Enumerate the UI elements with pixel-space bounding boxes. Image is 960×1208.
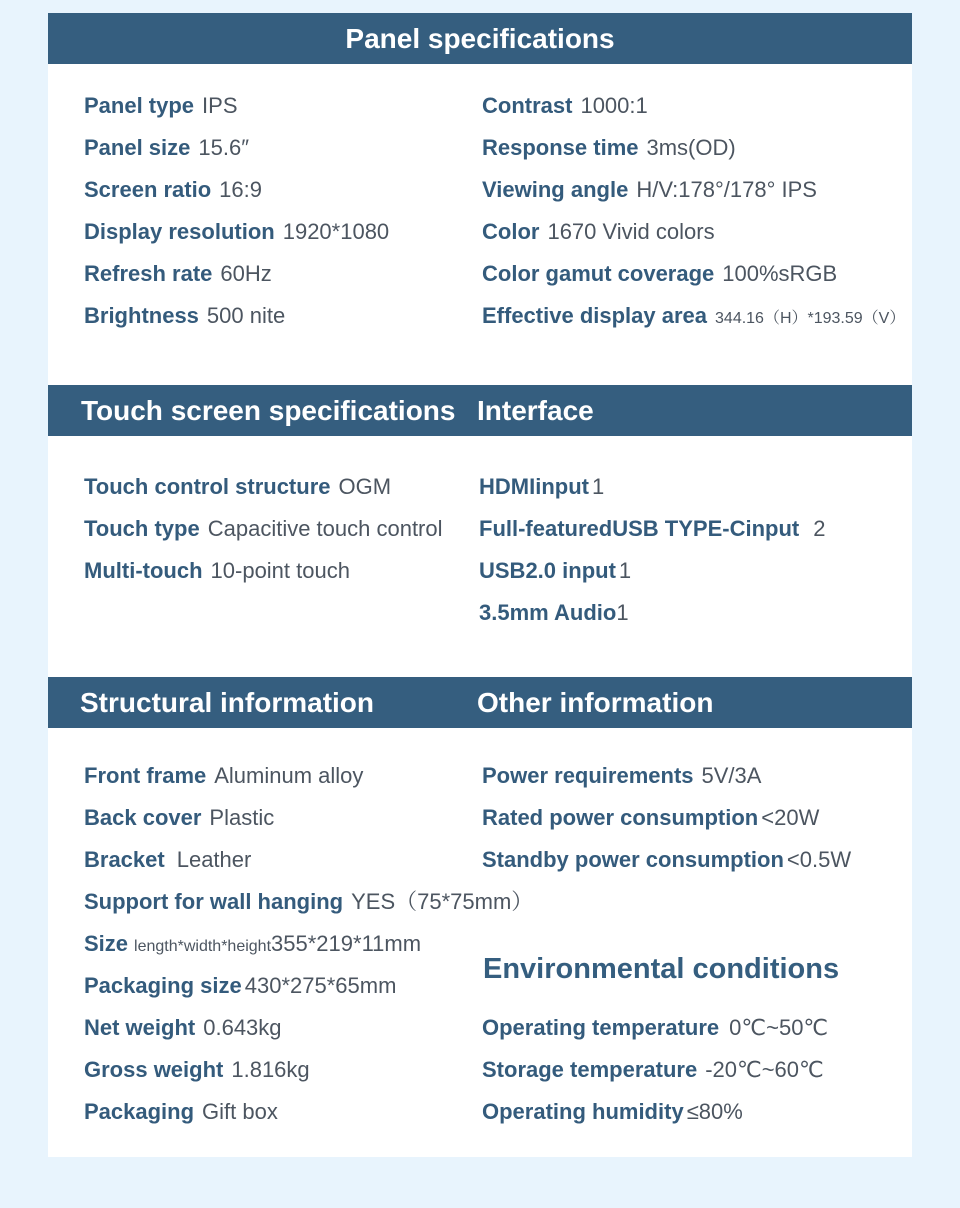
- spec-row: [84, 1055, 310, 1085]
- spec-value: 15.6″: [198, 135, 249, 160]
- spec-row: [482, 91, 648, 121]
- spec-row: [482, 1055, 824, 1085]
- spec-value: Leather: [176, 847, 252, 872]
- panel-specs-title: Panel specifications: [345, 23, 615, 54]
- spec-row: [84, 1013, 282, 1043]
- spec-row: [84, 971, 396, 1001]
- spec-label: Power requirements: [482, 763, 694, 788]
- spec-label: Rated power consumption: [482, 805, 759, 830]
- spec-row: [482, 259, 837, 289]
- spec-value: 16:9: [219, 177, 262, 202]
- interface-title: Interface: [477, 395, 594, 426]
- spec-row: [482, 1013, 828, 1043]
- spec-value: 1: [591, 474, 605, 499]
- spec-value: 430*275*65mm: [244, 973, 397, 998]
- spec-value: 2: [813, 516, 826, 541]
- other-info-title: Other information: [477, 687, 714, 718]
- spec-label: Net weight: [84, 1015, 196, 1040]
- spec-label: Brightness: [84, 303, 199, 328]
- spec-label: Operating temperature: [482, 1015, 720, 1040]
- spec-label: Screen ratio: [84, 177, 212, 202]
- spec-value: 0℃~50℃: [729, 1015, 829, 1040]
- spec-label: Color: [482, 219, 540, 244]
- spec-value: 1000:1: [580, 93, 648, 118]
- spec-value: 344.16（H）*193.59（V）: [715, 310, 906, 327]
- spec-label: USB2.0 input: [479, 558, 616, 583]
- spec-label: Panel type: [84, 93, 195, 118]
- spec-value: IPS: [202, 93, 238, 118]
- spec-value: <0.5W: [786, 847, 852, 872]
- spec-value: <20W: [761, 805, 820, 830]
- spec-label: Response time: [482, 135, 639, 160]
- spec-row: [482, 133, 736, 163]
- spec-label: Contrast: [482, 93, 573, 118]
- spec-value: 355*219*11mm: [271, 931, 422, 956]
- spec-label: Gross weight: [84, 1057, 224, 1082]
- spec-row: [84, 929, 421, 962]
- spec-value: -20℃~60℃: [705, 1057, 824, 1082]
- spec-value: Aluminum alloy: [214, 763, 364, 788]
- spec-label: Support for wall hanging: [84, 889, 344, 914]
- spec-label: Bracket: [84, 847, 165, 872]
- spec-value: 10-point touch: [210, 558, 350, 583]
- spec-row: [84, 761, 363, 791]
- spec-value: 5V/3A: [701, 763, 762, 788]
- spec-row: [84, 91, 238, 121]
- spec-value: 1920*1080: [282, 219, 390, 244]
- touch-interface-header: [48, 385, 912, 436]
- spec-value: Gift box: [202, 1099, 278, 1124]
- structural-title: Structural information: [80, 687, 375, 718]
- spec-row: [84, 556, 350, 586]
- spec-row: [482, 845, 851, 875]
- spec-value: 0.643kg: [203, 1015, 282, 1040]
- spec-value: 500 nite: [206, 303, 286, 328]
- spec-value: 1: [616, 600, 629, 625]
- environment-title: Environmental conditions: [483, 953, 840, 985]
- spec-label: Packaging: [84, 1099, 195, 1124]
- spec-label: Operating humidity: [482, 1099, 684, 1124]
- spec-row: [84, 301, 285, 331]
- spec-value: 1670 Vivid colors: [547, 219, 715, 244]
- spec-row: [84, 175, 262, 205]
- spec-label: Refresh rate: [84, 261, 213, 286]
- spec-label: 3.5mm Audio: [479, 600, 617, 625]
- spec-row: [84, 133, 249, 163]
- spec-label: Panel size: [84, 135, 191, 160]
- spec-label: Storage temperature: [482, 1057, 698, 1082]
- spec-value: 100%sRGB: [722, 261, 838, 286]
- spec-label: Multi-touch: [84, 558, 203, 583]
- spec-row: [84, 514, 443, 544]
- spec-label: Viewing angle: [482, 177, 629, 202]
- spec-row: [84, 217, 389, 247]
- spec-label: Size: [84, 931, 129, 956]
- spec-row: [479, 556, 631, 586]
- spec-row: [482, 301, 905, 334]
- spec-label: Full-featuredUSB TYPE-Cinput: [479, 516, 800, 541]
- spec-value: YES（75*75mm）: [351, 889, 534, 914]
- spec-row: [479, 514, 825, 544]
- spec-row: [84, 259, 272, 289]
- spec-row: [479, 598, 629, 628]
- spec-row: [479, 472, 604, 502]
- spec-value: Capacitive touch control: [207, 516, 443, 541]
- size-note: length*width*height: [134, 938, 272, 955]
- spec-value: OGM: [338, 474, 392, 499]
- spec-label: Packaging size: [84, 973, 242, 998]
- spec-row: [482, 175, 817, 205]
- spec-label: Color gamut coverage: [482, 261, 715, 286]
- spec-value: H/V:178°/178° IPS: [636, 177, 817, 202]
- spec-label: Display resolution: [84, 219, 275, 244]
- spec-row: [482, 217, 715, 247]
- spec-row: [84, 1097, 278, 1127]
- spec-value: Plastic: [209, 805, 275, 830]
- spec-label: Back cover: [84, 805, 202, 830]
- spec-label: Effective display area: [482, 303, 708, 328]
- panel-specs-header: [48, 13, 912, 64]
- spec-value: 1.816kg: [231, 1057, 310, 1082]
- touch-specs-title: Touch screen specifications: [81, 395, 456, 426]
- spec-label: Front frame: [84, 763, 207, 788]
- spec-row: [84, 472, 391, 502]
- spec-row: [84, 803, 274, 833]
- spec-label: Touch type: [84, 516, 200, 541]
- spec-row: [84, 845, 251, 875]
- spec-value: ≤80%: [686, 1099, 743, 1124]
- spec-label: Touch control structure: [84, 474, 331, 499]
- spec-row: [482, 1097, 743, 1127]
- spec-row: [84, 887, 533, 917]
- structural-other-header: [48, 677, 912, 728]
- spec-label: Standby power consumption: [482, 847, 784, 872]
- spec-row: [482, 761, 761, 791]
- spec-value: 3ms(OD): [646, 135, 736, 160]
- spec-value: 1: [618, 558, 632, 583]
- spec-value: 60Hz: [220, 261, 272, 286]
- spec-label: HDMIinput: [479, 474, 589, 499]
- spec-row: [482, 803, 819, 833]
